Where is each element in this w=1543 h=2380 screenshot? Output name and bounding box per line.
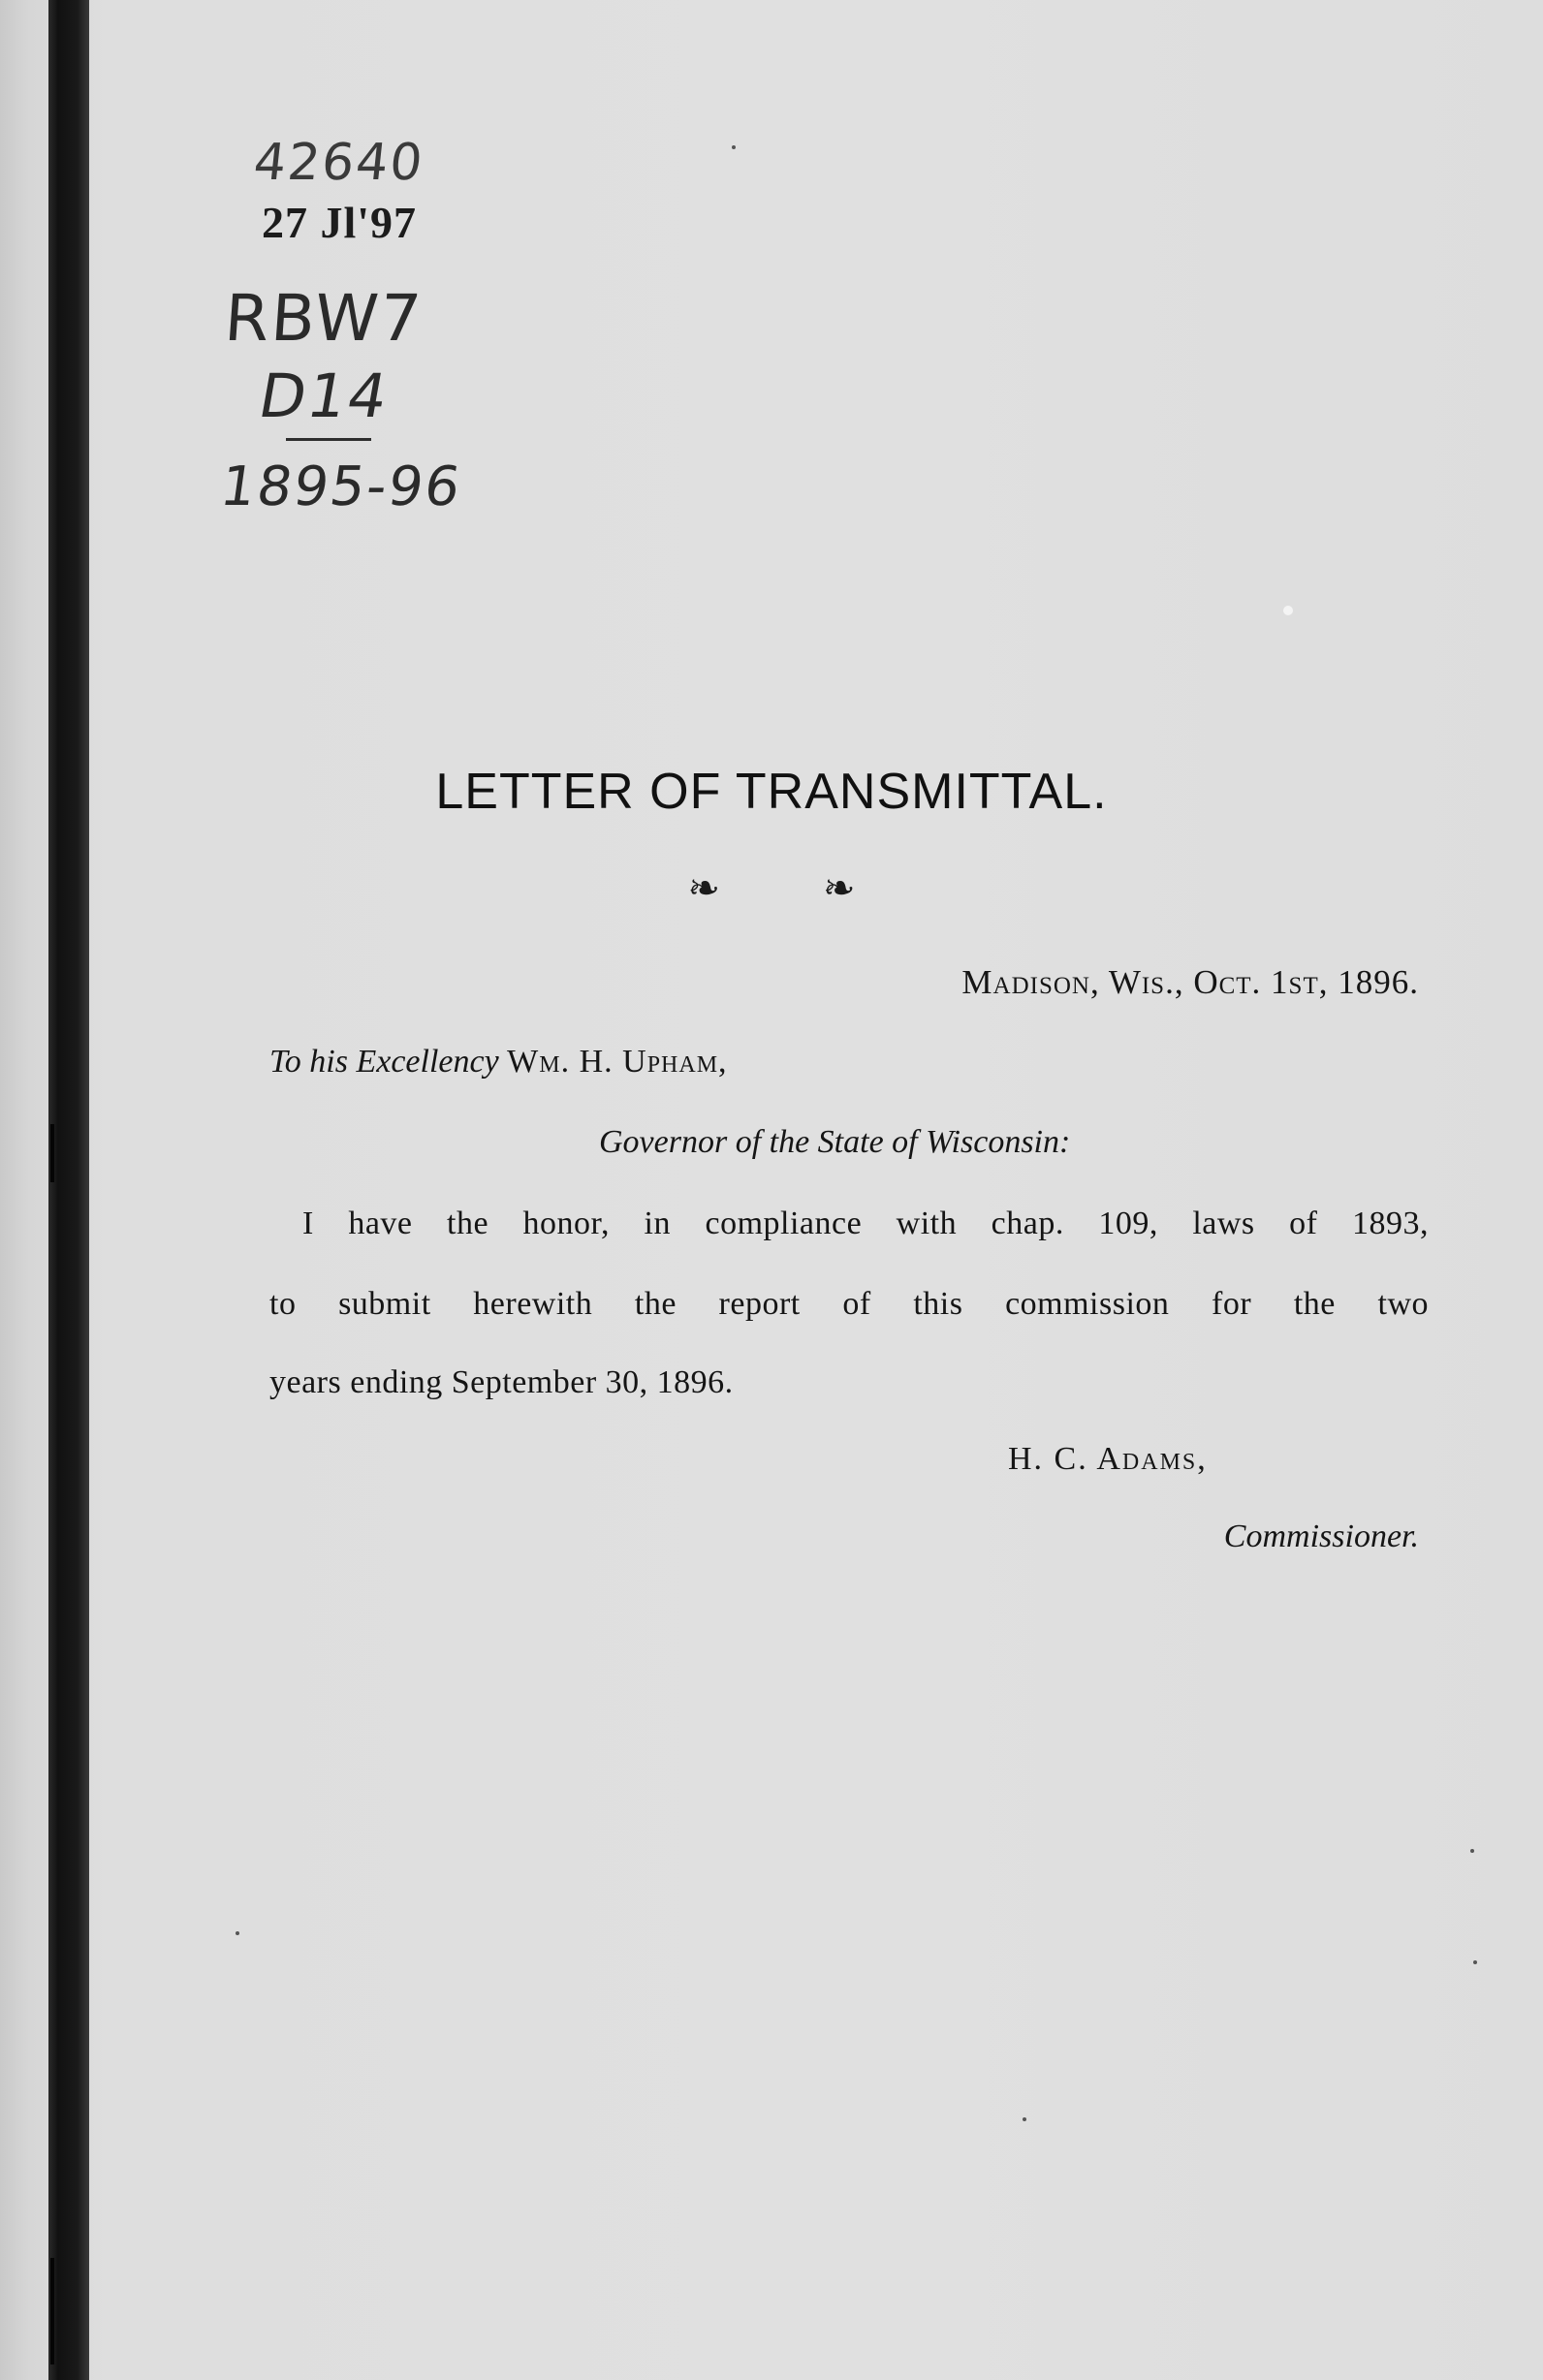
signer-title: Commissioner. [1223,1519,1419,1554]
edge-mark [50,1124,54,1182]
addressee-name: Wm. H. Upham, [507,1044,728,1080]
body-text-line: to submit herewith the report of this commission for the two [269,1286,1429,1322]
signer-name: H. C. Adams, [1008,1441,1208,1477]
addressee-title: Governor of the State of Wisconsin: [599,1124,1071,1160]
paper-speck [1283,606,1293,615]
paper-speck [1023,2117,1026,2121]
body-text-line: years ending September 30, 1896. [269,1364,734,1400]
fleuron-icon: ❧ [823,866,856,910]
library-date-stamp: 27 Jl'97 [262,198,418,247]
fleuron-icon: ❧ [687,866,720,910]
salutation-prefix: To his Excellency [269,1044,499,1080]
call-number-line2: D14 [253,360,395,431]
paper-speck [1470,1849,1474,1853]
dateline: Madison, Wis., Oct. 1st, 1896. [961,963,1419,1001]
call-number-rule [286,438,371,441]
salutation [269,1044,728,1080]
letter-title: LETTER OF TRANSMITTAL. [435,764,1108,820]
binding-shadow [48,0,89,2380]
paper-speck [1473,1960,1477,1964]
body-text-line: I have the honor, in compliance with chap. 109, laws of 1893, [302,1206,1429,1241]
call-number-line3: 1895-96 [216,455,466,518]
paper-speck [732,145,736,149]
edge-mark [50,2258,54,2364]
accession-number: 42640 [250,134,427,192]
call-number-line1: RBW7 [222,281,425,356]
ornament-row [0,865,1543,911]
paper-speck [236,1931,239,1935]
